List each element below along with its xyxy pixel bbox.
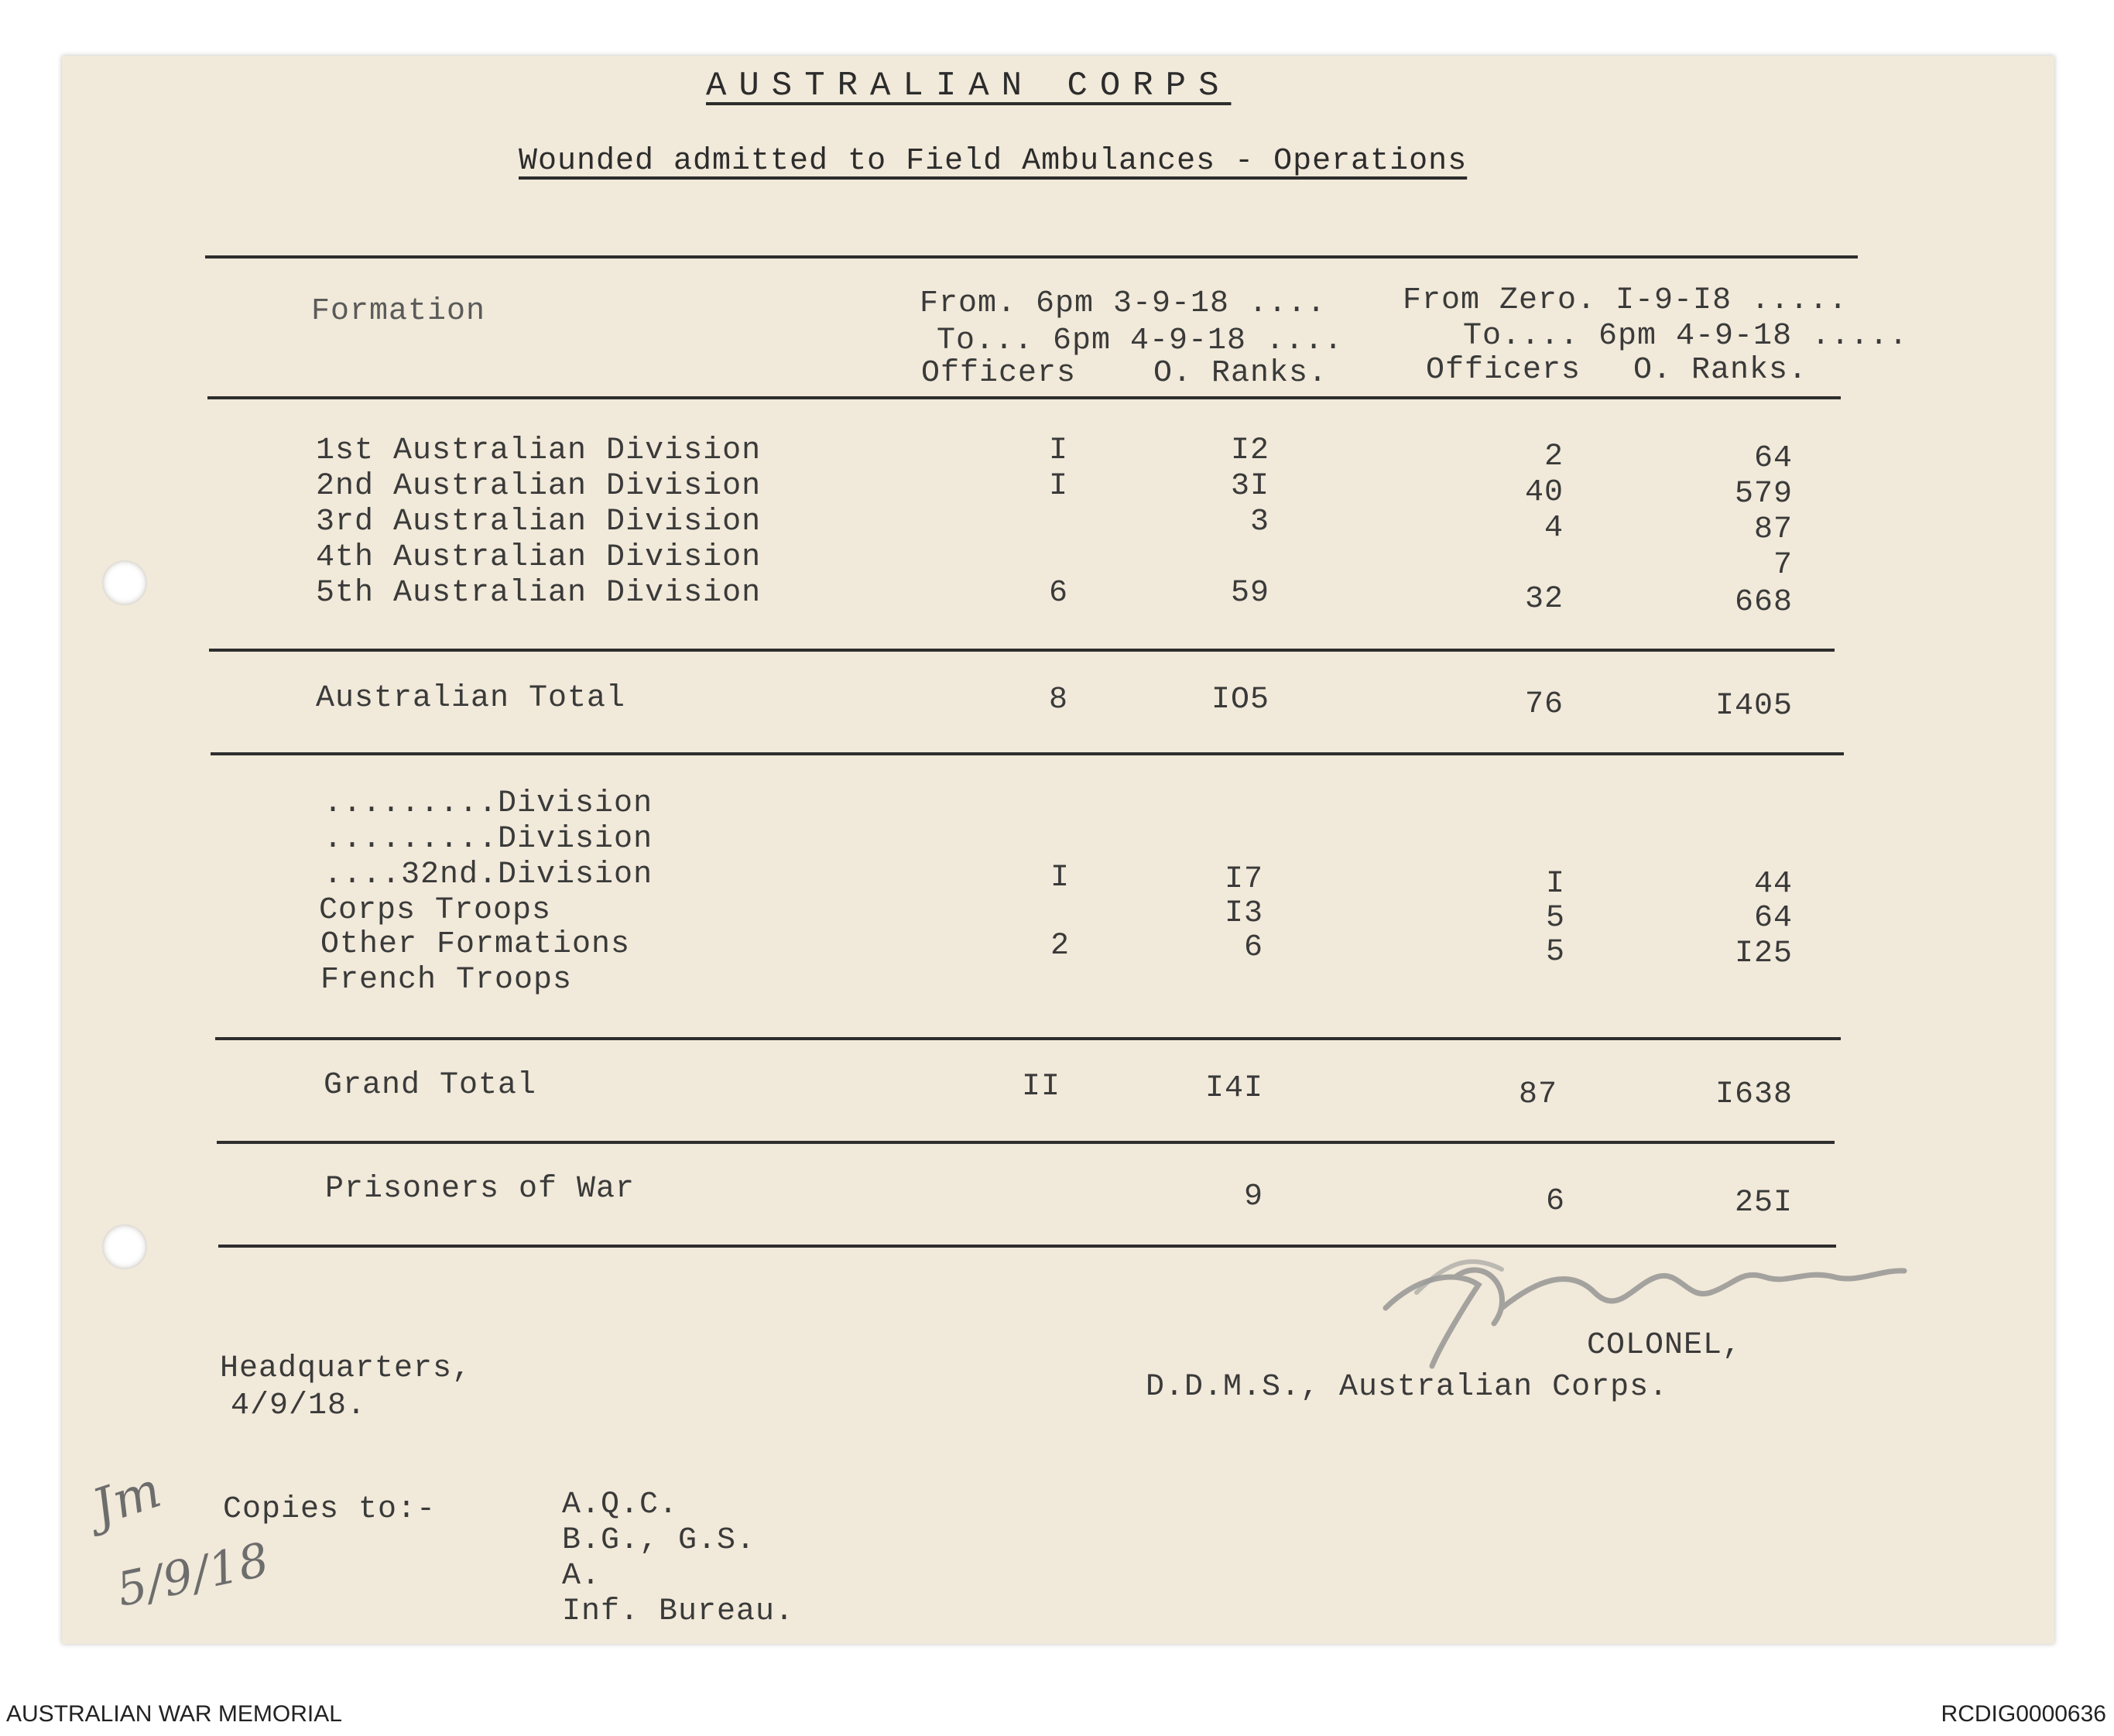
copies-recipient: A.Q.C. — [562, 1488, 679, 1522]
p2-oranks: 64 — [1753, 441, 1793, 476]
p2-officers: 87 — [1518, 1077, 1557, 1112]
p1-officers: I — [1050, 861, 1070, 895]
p1-officers: 6 — [1048, 576, 1068, 611]
p2-oranks: 579 — [1734, 477, 1793, 512]
handwritten-initials: Jm — [85, 1461, 169, 1537]
grand-total-label: Grand Total — [324, 1068, 537, 1103]
period2-from: From Zero. I-9-I8 ..... — [1403, 283, 1848, 318]
p2-oranks: 87 — [1753, 512, 1793, 547]
p2-officers: 40 — [1524, 475, 1564, 510]
formation-name: Corps Troops — [319, 893, 552, 928]
period2-oranks-header: O. Ranks. — [1633, 353, 1808, 388]
prisoners-label: Prisoners of War — [325, 1172, 636, 1207]
signatory-title: D.D.M.S., Australian Corps. — [1146, 1370, 1669, 1405]
p2-officers: 5 — [1545, 901, 1565, 936]
period2-to: To.... 6pm 4-9-18 ..... — [1463, 319, 1909, 354]
punch-hole-bottom — [102, 1224, 147, 1269]
signatory-rank: COLONEL, — [1587, 1328, 1742, 1363]
p1-oranks: 6 — [1243, 930, 1263, 965]
formation-name: French Troops — [320, 963, 573, 998]
origin-date: 4/9/18. — [231, 1388, 367, 1423]
p1-oranks: I4I — [1204, 1071, 1263, 1106]
p2-oranks: I638 — [1715, 1077, 1793, 1112]
copies-recipient: A. — [562, 1559, 601, 1594]
p1-oranks: IO5 — [1211, 683, 1269, 717]
p2-officers: 32 — [1524, 582, 1564, 617]
period1-oranks-header: O. Ranks. — [1153, 356, 1328, 391]
division-name: 2nd Australian Division — [316, 469, 762, 504]
division-name: 1st Australian Division — [316, 433, 762, 468]
rule-after-aus-total — [211, 752, 1844, 755]
p2-officers: I — [1545, 867, 1565, 902]
rule-after-grand-total — [217, 1141, 1835, 1144]
p2-oranks: 668 — [1734, 585, 1793, 620]
p2-oranks: 25I — [1734, 1186, 1793, 1221]
copies-label: Copies to:- — [223, 1492, 437, 1527]
p1-oranks: 9 — [1243, 1180, 1263, 1214]
p1-oranks: 3I — [1230, 469, 1269, 504]
p2-oranks: 44 — [1753, 867, 1793, 902]
origin-place: Headquarters, — [220, 1351, 472, 1386]
formation-name: .........Division — [324, 786, 653, 821]
p1-officers: I — [1048, 469, 1068, 504]
formation-name: .........Division — [324, 822, 653, 857]
p1-oranks: I3 — [1224, 896, 1263, 931]
formation-name: ....32nd.Division — [324, 858, 653, 892]
copies-recipient: Inf. Bureau. — [562, 1594, 795, 1629]
p1-oranks: I2 — [1230, 433, 1269, 468]
p2-officers: 4 — [1544, 511, 1564, 546]
formation-name: Other Formations — [320, 927, 631, 962]
p2-officers: 5 — [1545, 935, 1565, 970]
copies-recipient: B.G., G.S. — [562, 1523, 756, 1558]
document-subtitle: Wounded admitted to Field Ambulances - Operations — [519, 144, 1468, 179]
period1-to: To... 6pm 4-9-18 .... — [937, 324, 1344, 358]
p1-oranks: 3 — [1249, 505, 1269, 539]
rule-header-bottom — [207, 396, 1841, 399]
p2-oranks: 7 — [1773, 548, 1793, 583]
period1-from: From. 6pm 3-9-18 .... — [920, 286, 1327, 321]
document-title: AUSTRALIAN CORPS — [706, 67, 1232, 105]
division-name: 4th Australian Division — [316, 540, 762, 575]
p1-officers: 8 — [1048, 683, 1068, 717]
p2-oranks: I405 — [1715, 689, 1793, 724]
period1-officers-header: Officers — [921, 356, 1077, 391]
footer-record-id: RCDIG0000636 — [1941, 1701, 2106, 1727]
p1-oranks: 59 — [1230, 576, 1269, 611]
p2-oranks: 64 — [1753, 901, 1793, 936]
p1-oranks: I7 — [1224, 862, 1263, 897]
p2-oranks: I25 — [1734, 936, 1793, 971]
punch-hole-top — [102, 560, 147, 605]
p2-officers: 76 — [1524, 687, 1564, 722]
handwritten-date: 5/9/18 — [111, 1532, 275, 1618]
rule-after-others — [215, 1037, 1841, 1040]
p1-officers: 2 — [1050, 929, 1070, 964]
p2-officers: 6 — [1545, 1184, 1565, 1219]
p1-officers: II — [1021, 1070, 1060, 1104]
division-name: 3rd Australian Division — [316, 505, 762, 539]
australian-total-label: Australian Total — [316, 681, 626, 716]
rule-after-divisions — [209, 649, 1835, 652]
rule-top — [205, 255, 1858, 259]
p2-officers: 2 — [1544, 440, 1564, 474]
division-name: 5th Australian Division — [316, 576, 762, 611]
period2-officers-header: Officers — [1426, 353, 1581, 388]
formation-header: Formation — [311, 294, 486, 329]
footer-source: AUSTRALIAN WAR MEMORIAL — [6, 1701, 342, 1727]
p1-officers: I — [1048, 433, 1068, 468]
